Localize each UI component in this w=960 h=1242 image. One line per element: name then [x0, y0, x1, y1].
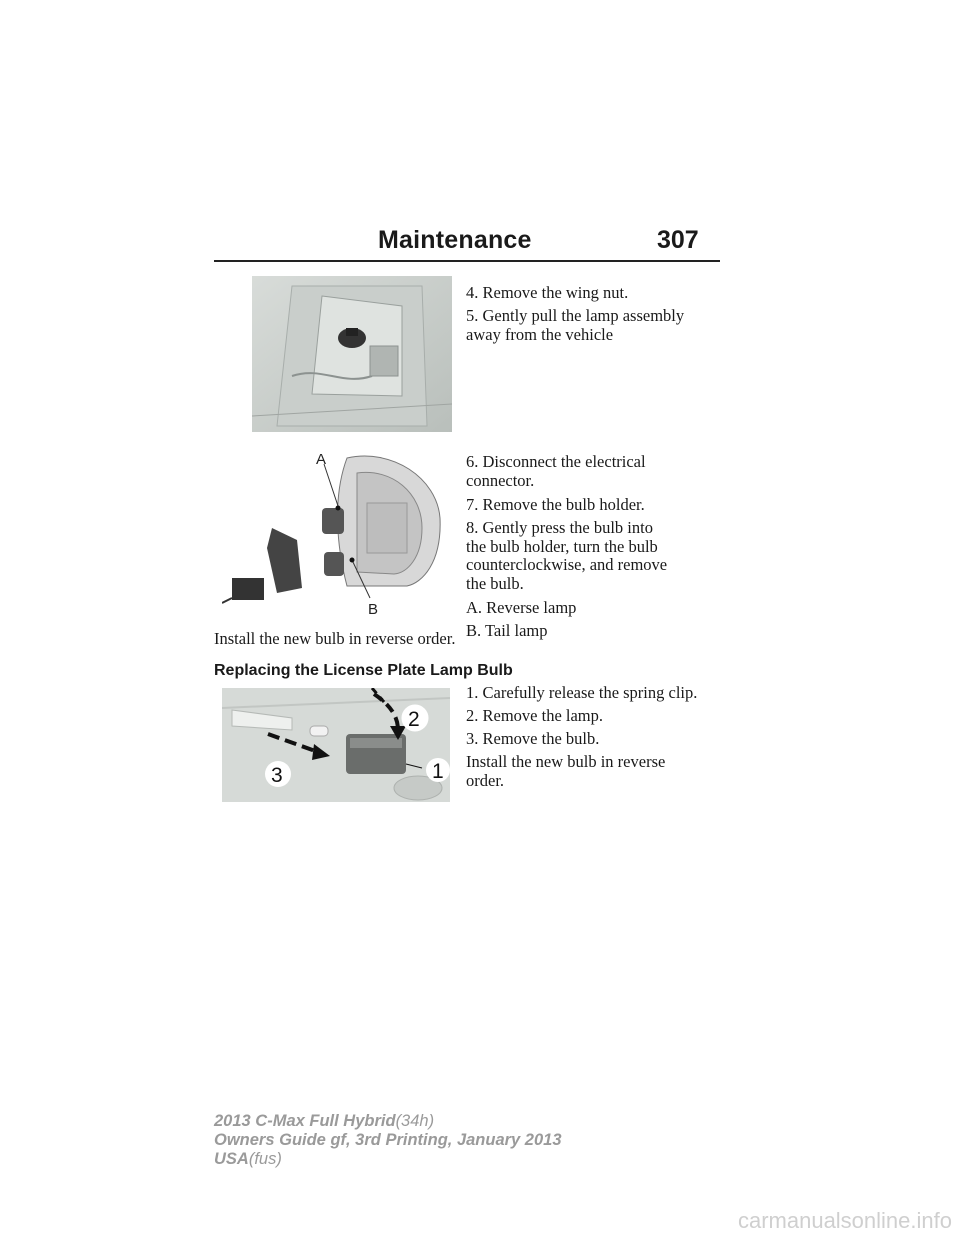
callout-1: 1	[432, 760, 444, 783]
step-8-line-3: counterclockwise, and remove	[466, 555, 668, 574]
step-8-line-1: 8. Gently press the bulb into	[466, 518, 653, 537]
step-8-line-2: the bulb holder, turn the bulb	[466, 537, 658, 556]
license-step-2: 2. Remove the lamp.	[466, 706, 604, 725]
install-note: Install the new bulb in reverse order.	[214, 629, 456, 648]
step-8-line-4: the bulb.	[466, 574, 524, 593]
license-install-line-2: order.	[466, 771, 505, 790]
callout-b: B	[368, 601, 379, 618]
footer-market-code: (fus)	[248, 1150, 282, 1168]
section-title: Maintenance	[378, 226, 532, 254]
footer-guide: Owners Guide gf, 3rd Printing, January 2013	[214, 1131, 562, 1149]
wing-nut-illustration	[252, 276, 452, 432]
step-6-line-2: connector.	[466, 471, 535, 490]
license-lamp-illustration	[222, 688, 450, 802]
tail-lamp-illustration	[222, 448, 454, 620]
footer-model: 2013 C-Max Full Hybrid	[214, 1112, 396, 1130]
license-install-line-1: Install the new bulb in reverse	[466, 752, 666, 771]
callout-2: 2	[408, 708, 420, 731]
step-6-line-1: 6. Disconnect the electrical	[466, 452, 646, 471]
license-lamp-heading: Replacing the License Plate Lamp Bulb	[214, 662, 513, 679]
callout-a: A	[316, 451, 327, 468]
document-footer	[214, 1112, 562, 1169]
step-5-line-1: 5. Gently pull the lamp assembly	[466, 306, 685, 325]
footer-market: USA	[214, 1150, 249, 1168]
step-5-line-2: away from the vehicle	[466, 325, 614, 344]
legend-tail-lamp: B. Tail lamp	[466, 621, 548, 640]
license-step-1: 1. Carefully release the spring clip.	[466, 683, 698, 702]
license-step-3: 3. Remove the bulb.	[466, 729, 600, 748]
header-rule	[214, 260, 720, 262]
footer-model-code: (34h)	[395, 1112, 435, 1130]
step-7: 7. Remove the bulb holder.	[466, 495, 645, 514]
legend-reverse-lamp: A. Reverse lamp	[466, 598, 577, 617]
step-4: 4. Remove the wing nut.	[466, 283, 629, 302]
page-number: 307	[657, 226, 699, 254]
watermark: carmanualsonline.info	[737, 1208, 952, 1233]
callout-3: 3	[271, 764, 283, 787]
